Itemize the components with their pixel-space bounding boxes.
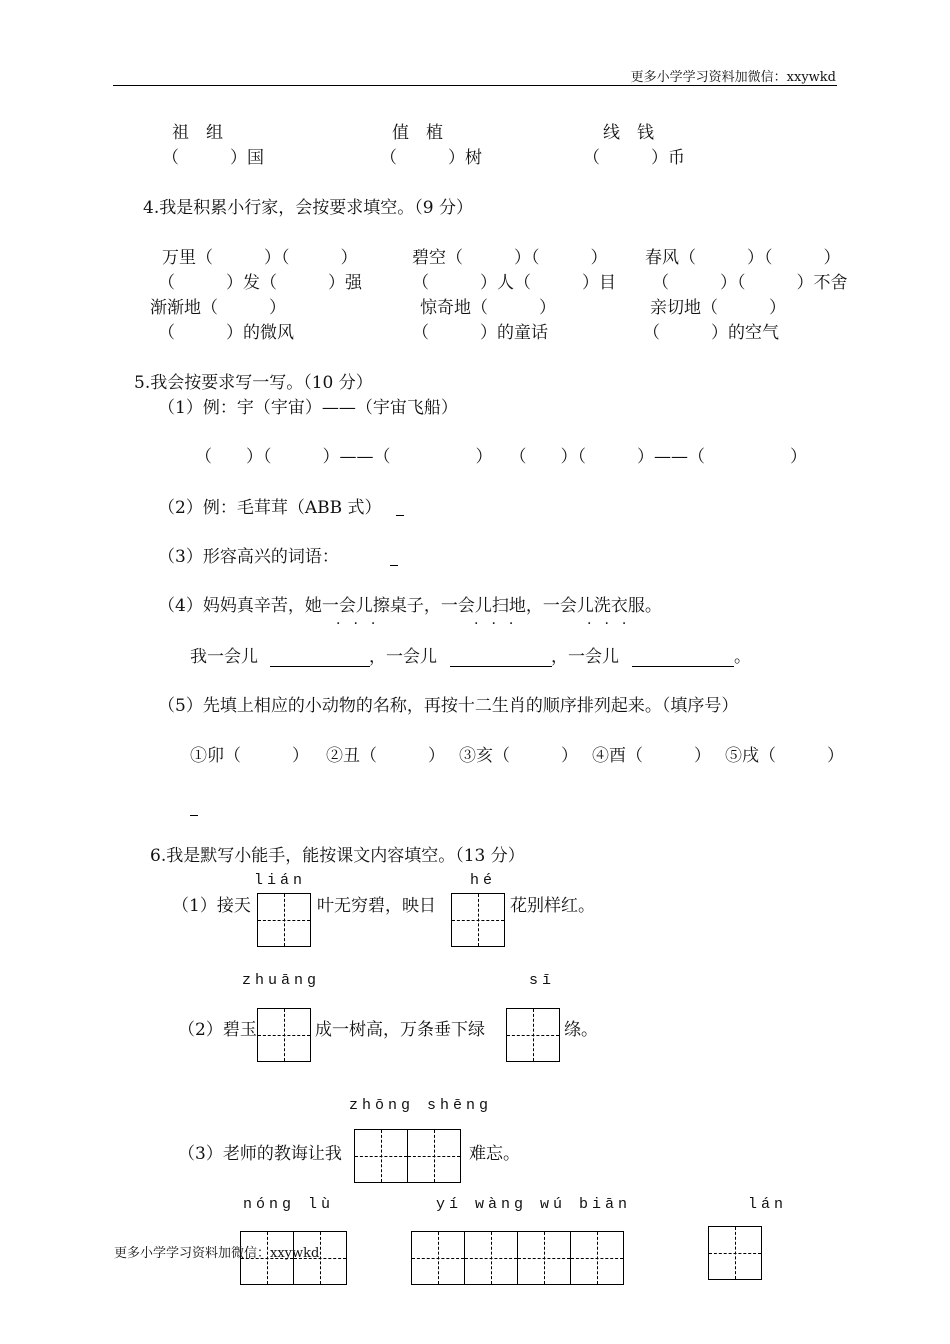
fill-blank: （ ）币 (583, 148, 685, 168)
zodiac-item: ④酉（ ） (592, 746, 711, 766)
sub-question: （5）先填上相应的小动物的名称，再按十二生肖的顺序排列起来。（填序号） (158, 696, 739, 716)
writing-grid (451, 893, 504, 947)
fill-blank: （ ）（ ）不舍 (652, 273, 848, 293)
fill-blank: 春风（ ）（ ） (645, 248, 841, 268)
poem-text: （2）碧玉 (178, 1020, 257, 1040)
fill-blank: （ ）发（ ）强 (158, 273, 362, 293)
fill-blank: （ ）的空气 (643, 323, 779, 343)
emphasis-dots: ... (336, 612, 389, 628)
fill-blank: 亲切地（ ） (650, 298, 786, 318)
pinyin: hé (470, 872, 497, 889)
poem-text: 绦。 (564, 1020, 598, 1040)
char-pair: 线 钱 (603, 123, 654, 143)
page-header: 更多小学学习资料加微信：xxywkd (630, 70, 836, 85)
zodiac-item: ①卯（ ） (190, 746, 309, 766)
fill-text: ，一会儿 (369, 647, 437, 667)
poem-text: 花别样红。 (510, 896, 595, 916)
fill-blank: （ ）的童话 (412, 323, 548, 343)
poem-text: （3）老师的教诲让我 (178, 1144, 342, 1164)
poem-text: （1）接天 (172, 896, 251, 916)
fill-blank: （ ）（ ）——（ ） （ ）（ ）——（ ） (195, 447, 807, 467)
answer-line (450, 666, 552, 667)
page-footer: 更多小学学习资料加微信：xxywkd (114, 1246, 320, 1261)
question-title: 6.我是默写小能手，能按课文内容填空。（13 分） (150, 846, 525, 866)
zodiac-item: ⑤戌（ ） (725, 746, 844, 766)
fill-blank: 渐渐地（ ） (150, 298, 286, 318)
poem-text: 叶无穷碧，映日 (317, 896, 436, 916)
pinyin: lán (748, 1196, 788, 1213)
zodiac-item: ③亥（ ） (459, 746, 578, 766)
emphasis-dots: ... (474, 612, 527, 628)
writing-grid (506, 1008, 559, 1062)
writing-grid (411, 1231, 623, 1285)
fill-text: 。 (734, 647, 751, 667)
writing-grid (354, 1129, 460, 1183)
fill-blank: 碧空（ ）（ ） (412, 248, 608, 268)
poem-text: 难忘。 (469, 1144, 520, 1164)
header-rule (113, 85, 837, 86)
writing-grid (257, 1008, 310, 1062)
answer-line (190, 815, 198, 816)
char-pair: 值 植 (392, 123, 443, 143)
pinyin: sī (529, 972, 556, 989)
pinyin: zhuāng (242, 972, 321, 989)
pinyin: lián (254, 872, 307, 889)
fill-blank: （ ）人（ ）目 (412, 273, 616, 293)
fill-blank: 惊奇地（ ） (420, 298, 556, 318)
writing-grid (708, 1226, 761, 1280)
fill-text: 我一会儿 (190, 647, 258, 667)
sub-question: （3）形容高兴的词语： (158, 547, 339, 567)
poem-text: 成一树高，万条垂下绿 (315, 1020, 485, 1040)
answer-line (270, 666, 370, 667)
emphasis-dots: ... (587, 612, 640, 628)
fill-blank: 万里（ ）（ ） (162, 248, 358, 268)
fill-blank: （ ）国 (162, 148, 264, 168)
fill-text: ，一会儿 (551, 647, 619, 667)
writing-grid (257, 893, 310, 947)
answer-line (390, 565, 398, 566)
answer-line (396, 515, 404, 516)
pinyin: nóng lù (243, 1196, 335, 1213)
zodiac-item: ②丑（ ） (326, 746, 445, 766)
answer-line (632, 666, 734, 667)
char-pair: 祖 组 (172, 123, 223, 143)
fill-blank: （ ）树 (380, 148, 482, 168)
pinyin: yí wàng wú biān (436, 1196, 632, 1213)
question-title: 5.我会按要求写一写。（10 分） (134, 373, 373, 393)
question-title: 4.我是积累小行家，会按要求填空。（9 分） (143, 198, 473, 218)
sub-question: （1）例：宇（宇宙）——（宇宙飞船） (158, 398, 458, 418)
sub-question: （4）妈妈真辛苦，她一会儿擦桌子，一会儿扫地，一会儿洗衣服。 (158, 596, 662, 616)
fill-blank: （ ）的微风 (158, 323, 294, 343)
sub-question: （2）例：毛茸茸（ABB 式） (158, 498, 382, 518)
pinyin: zhōng shēng (349, 1097, 493, 1114)
